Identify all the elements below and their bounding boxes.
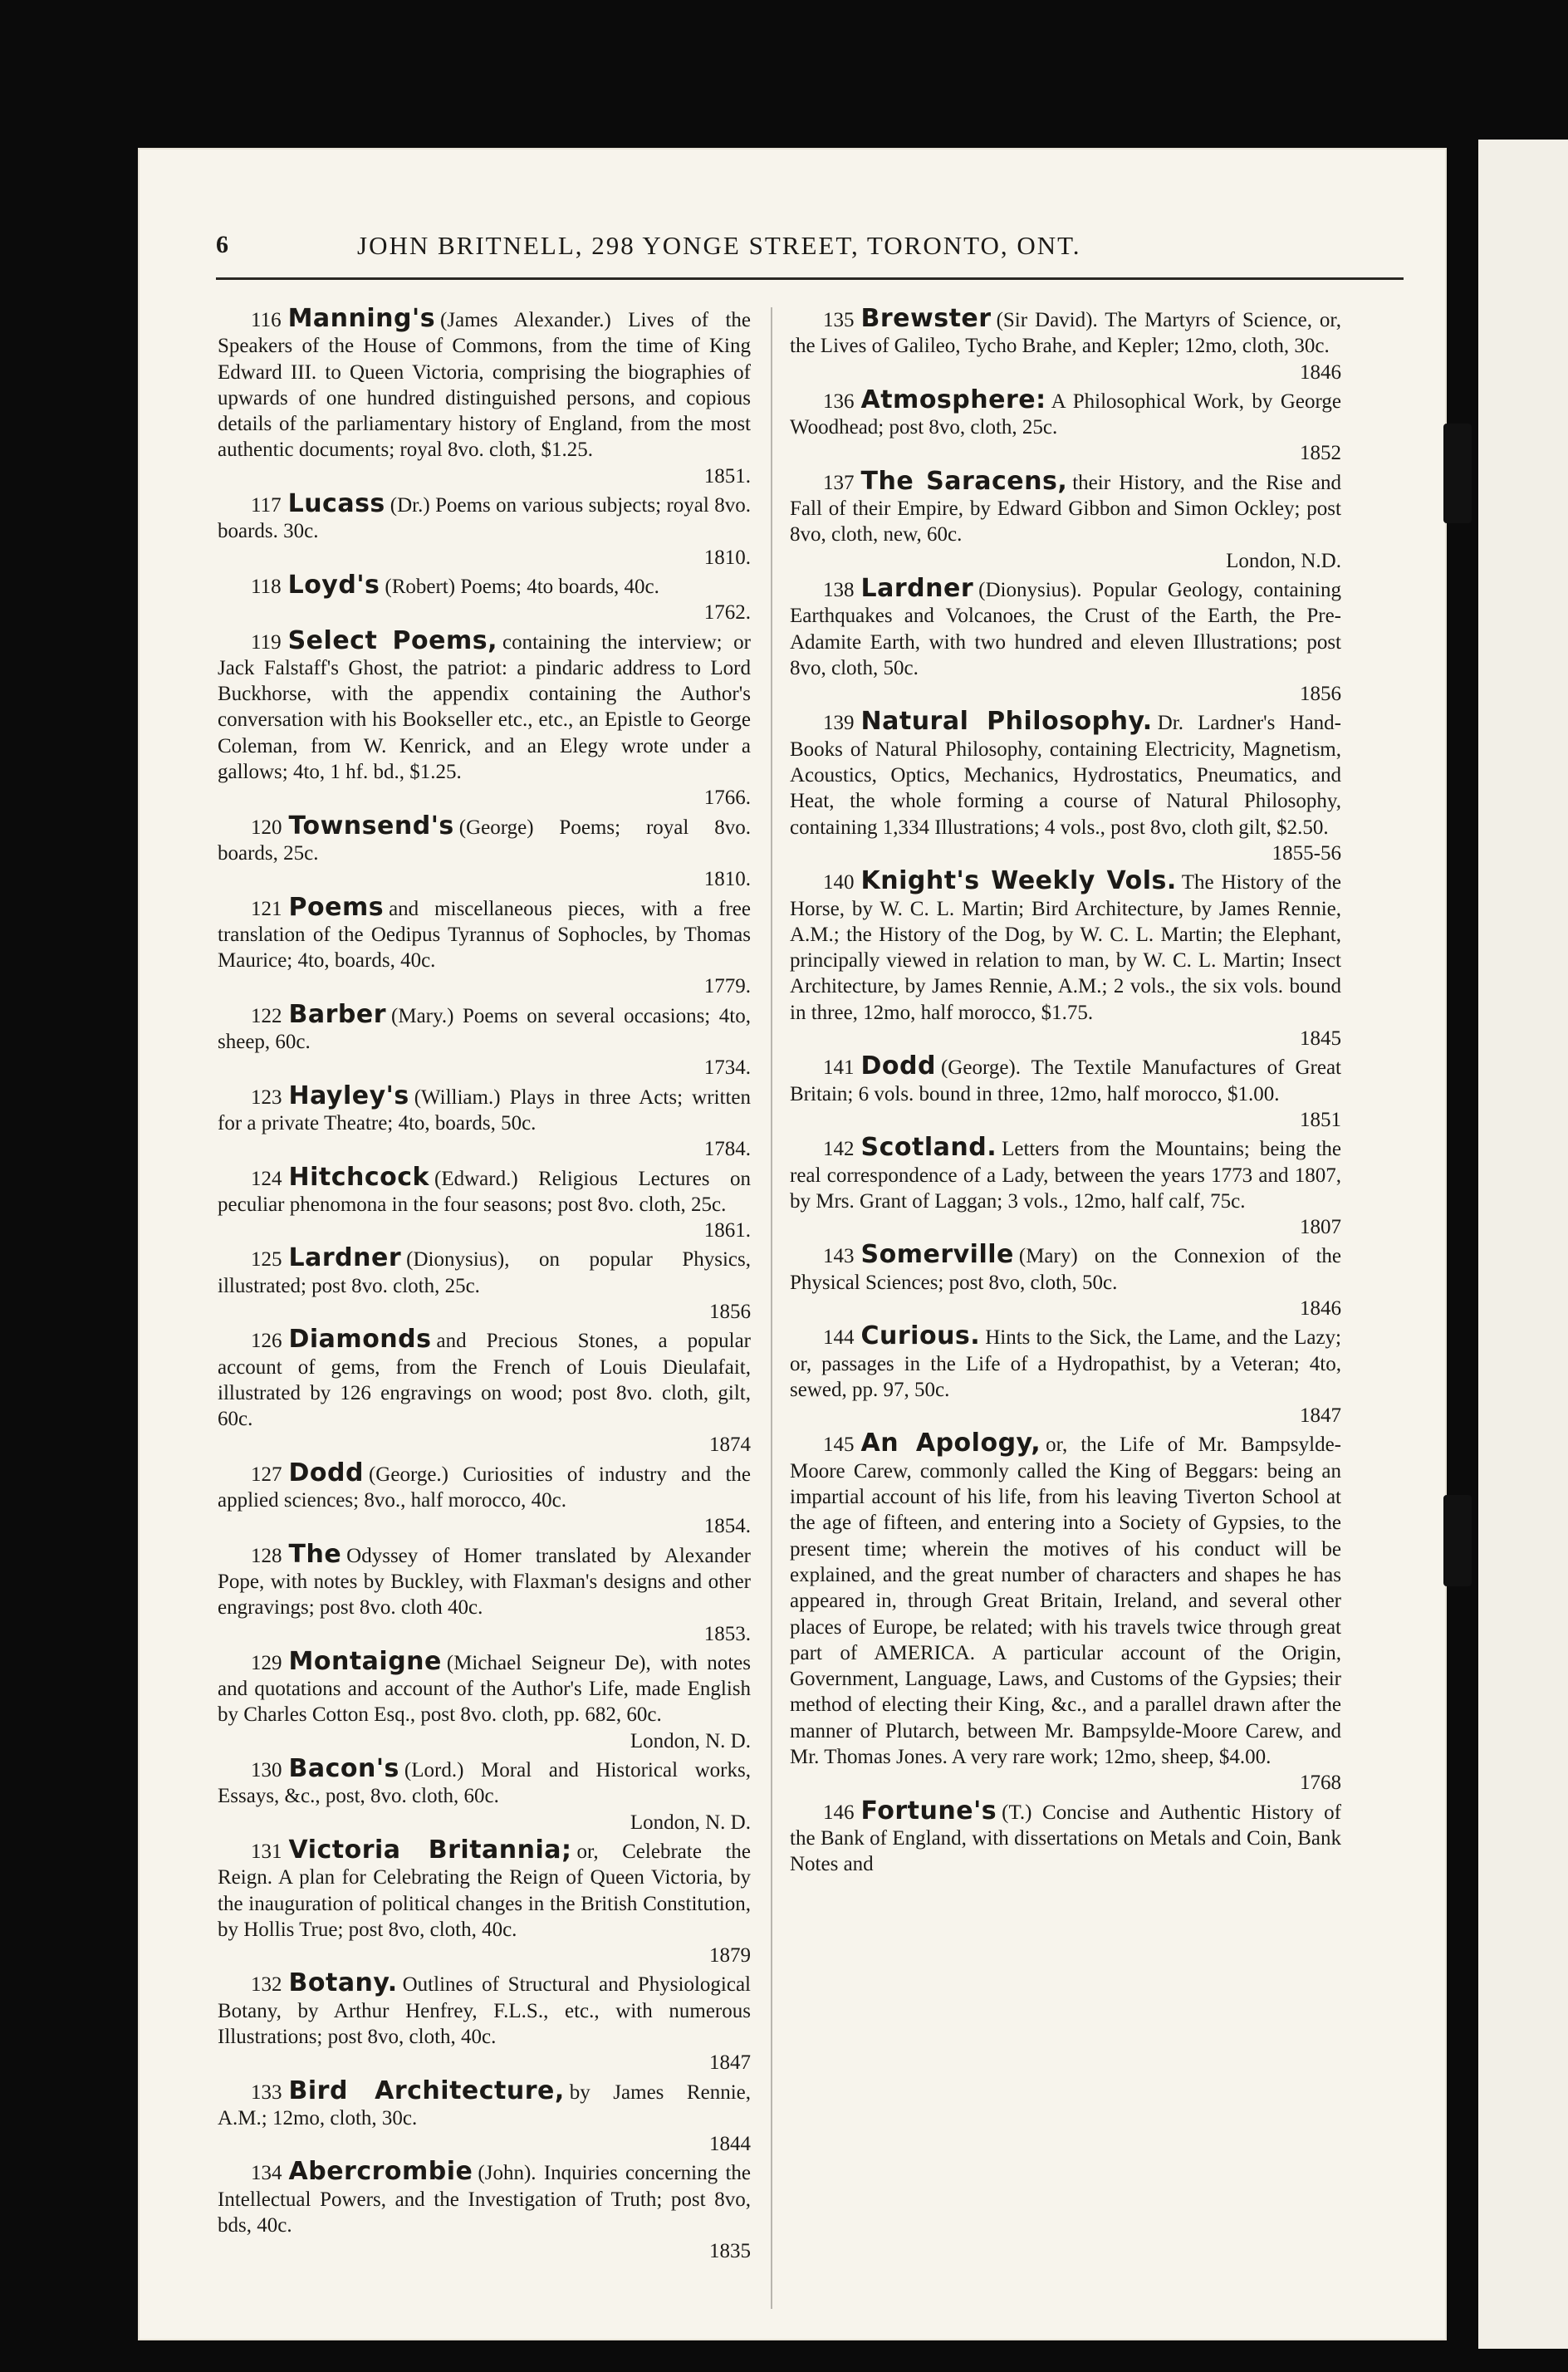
catalogue-entry [218, 1646, 751, 1754]
entry-heading: Dodd [860, 1051, 936, 1081]
entry-heading: The [288, 1539, 342, 1569]
entry-description: containing the interview; or Jack Falstaff's Ghost, the patriot: a pindaric address to Lord Buckhorse, with the appendix containing the Author's conversation with his Bookseller etc., etc., an Epistle to George Coleman, from W. Kenrick, and an Elegy wrote under a gallows; 4to, 1 hf. bd., $1.25. [218, 630, 751, 784]
entry-heading: Natural Philosophy. [860, 707, 1153, 737]
entry-heading: Brewster [860, 304, 992, 333]
entry-number: 123 [251, 1086, 282, 1109]
entry-date: 1846 [1300, 360, 1341, 384]
entry-heading: Montaigne [288, 1646, 442, 1676]
entry-description: (George) Poems; royal 8vo. boards, 25c. [218, 816, 751, 865]
entry-description: (George). The Textile Manufactures of Great Britain; 6 vols. bound in three, 12mo, half morocco, $1.00. [790, 1056, 1341, 1105]
entry-heading: Atmosphere: [860, 385, 1046, 414]
catalogue-entry [790, 468, 1341, 574]
entry-number: 127 [251, 1463, 282, 1486]
entry-description: Outlines of Structural and Physiological Botany, by Arthur Henfrey, F.L.S., etc., with numerous Illustrations; post 8vo, cloth, 40c. [218, 1973, 751, 2048]
entry-heading: Manning's [287, 304, 436, 333]
entry-heading: Hayley's [288, 1081, 409, 1110]
entry-heading: Barber [288, 999, 387, 1029]
adjacent-page-edge [1478, 140, 1568, 2349]
catalogue-entry [218, 1970, 751, 2076]
catalogue-entry [218, 999, 751, 1081]
entry-number: 144 [823, 1326, 855, 1350]
column-divider [771, 307, 772, 2309]
entry-number: 116 [251, 309, 282, 331]
entry-description: (Dionysius), on popular Physics, illustrated; post 8vo. cloth, 25c. [218, 1248, 751, 1297]
entry-number: 131 [251, 1840, 282, 1863]
entry-heading: Hitchcock [288, 1162, 429, 1192]
entry-number: 143 [823, 1245, 855, 1268]
entry-description: (Sir David). The Martyrs of Science, or, the Lives of Galileo, Tycho Brahe, and Kepler; 12mo, cloth, 30c. [790, 309, 1341, 358]
right-column [790, 306, 1341, 1879]
catalogue-entry [218, 2159, 751, 2264]
entry-heading: Bird Architecture, [288, 2076, 565, 2105]
entry-heading: Bacon's [288, 1754, 399, 1784]
entry-heading: Curious. [860, 1321, 981, 1351]
catalogue-entry [790, 1798, 1341, 1878]
page-header [216, 231, 1404, 272]
catalogue-entry [790, 1053, 1341, 1133]
entry-number: 129 [251, 1651, 282, 1674]
entry-heading: Poems [288, 892, 385, 922]
entry-description: (George.) Curiosities of industry and the applied sciences; 8vo., half morocco, 40c. [218, 1463, 751, 1512]
catalogue-entry [790, 1135, 1341, 1240]
header-rule [216, 277, 1404, 280]
entry-date: 1845 [1300, 1027, 1341, 1051]
entry-date: 1874 [709, 1433, 751, 1457]
binding-tab [1443, 424, 1472, 523]
entry-number: 120 [251, 816, 282, 839]
catalogue-entry [218, 1164, 751, 1244]
entry-date: 1835 [709, 2240, 751, 2263]
entry-date: 1851. [703, 464, 751, 488]
entry-heading: The Saracens, [860, 466, 1068, 496]
entry-heading: Somerville [860, 1240, 1014, 1270]
catalogue-entry [218, 1326, 751, 1458]
catalogue-entry [218, 306, 751, 489]
catalogue-entry [790, 387, 1341, 467]
entry-description: (Edward.) Religious Lectures on peculiar phenomona in the four seasons; post 8vo. cloth, 25c. [218, 1167, 751, 1216]
entry-date: 1766. [703, 787, 751, 810]
entry-description: (Mary.) Poems on several occasions; 4to, sheep, 60c. [218, 1004, 751, 1054]
entry-number: 126 [251, 1330, 282, 1353]
entry-heading: Lucass [287, 489, 385, 519]
entry-number: 140 [823, 871, 855, 894]
catalogue-entry [218, 1756, 751, 1835]
entry-heading: Abercrombie [288, 2157, 473, 2187]
catalogue-entry [218, 2078, 751, 2158]
entry-date: 1856 [1300, 683, 1341, 706]
entry-heading: Dodd [288, 1458, 364, 1487]
entry-date: 1810. [703, 546, 751, 569]
entry-number: 121 [251, 897, 282, 920]
catalogue-entry [790, 573, 1341, 707]
entry-number: 133 [251, 2080, 282, 2104]
entry-description: (Dionysius). Popular Geology, containing Earthquakes and Volcanoes, the Crust of the Earth, the Pre-Adamite Earth, with two hundred and eleven Illustrations; post 8vo, cloth, 50c. [790, 578, 1341, 679]
entry-heading: Lardner [860, 573, 974, 603]
entry-date: 1807 [1300, 1216, 1341, 1239]
entry-date: 1784. [703, 1138, 751, 1161]
entry-description: (Mary) on the Connexion of the Physical Sciences; post 8vo, cloth, 50c. [790, 1245, 1341, 1294]
entry-date: 1851 [1300, 1108, 1341, 1131]
entry-description: Odyssey of Homer translated by Alexander Pope, with notes by Buckley, with Flaxman's designs and other engravings; post 8vo. cloth 40c. [218, 1544, 751, 1620]
binding-tab [1443, 1495, 1472, 1586]
entry-description: The History of the Horse, by W. C. L. Martin; Bird Architecture, by James Rennie, A.M.; the History of the Dog, by W. C. L. Martin; the Elephant, principally viewed in relation to man, by W. C. L. Martin; Insect Architecture, by James Rennie, A.M.; 2 vols., the six vols. bound in three, 12mo, half morocco, $1.75. [790, 871, 1342, 1024]
entry-heading: Botany. [288, 1968, 398, 1998]
catalogue-entry [218, 625, 751, 811]
entry-description: or, the Life of Mr. Bampsylde-Moore Carew, commonly called the King of Beggars: being an impartial account of his life, from his leaving Tiverton School at the age of fifteen, and entering into a Society of Gypsies, to the present time; wherein the motives of his conduct will be explained, and the great number of characters and shapes he has appeared in, through Great Britain, Ireland, and several other places of Europe, be related; with his travels twice through great part of AMERICA. A particular account of the Origin, Government, Language, Laws, and Customs of the Gypsies; their method of electing their King, &c., and a parallel drawn after the manner of Plutarch, between Mr. Bampsylde-Moore Carew, and Mr. Thomas Jones. A very rare work; 12mo, sheep, $4.00. [790, 1433, 1341, 1769]
entry-description: A Philosophical Work, by George Woodhead; post 8vo, cloth, 25c. [790, 390, 1341, 439]
catalogue-entry [218, 491, 751, 571]
entry-description: (William.) Plays in three Acts; written for a private Theatre; 4to, boards, 50c. [218, 1086, 751, 1135]
entry-number: 136 [823, 390, 855, 413]
entry-number: 138 [823, 578, 855, 601]
entry-heading: Fortune's [860, 1796, 997, 1826]
entry-number: 119 [251, 630, 282, 654]
entry-date: 1847 [1300, 1404, 1341, 1428]
entry-number: 142 [823, 1138, 855, 1161]
entry-number: 125 [251, 1248, 282, 1272]
entry-number: 134 [251, 2162, 282, 2185]
entry-description: (Michael Seigneur De), with notes and quotations and account of the Author's Life, made English by Charles Cotton Esq., post 8vo. cloth, pp. 682, 60c. [218, 1651, 751, 1727]
entry-description: (Lord.) Moral and Historical works, Essays, &c., post, 8vo. cloth, 60c. [218, 1759, 751, 1808]
catalogue-entry [790, 868, 1341, 1051]
entry-number: 141 [823, 1056, 855, 1080]
entry-description: and miscellaneous pieces, with a free translation of the Oedipus Tyrannus of Sophocles, by Thomas Maurice; 4to, boards, 40c. [218, 897, 751, 973]
page-number: 6 [216, 231, 229, 258]
running-head: JOHN BRITNELL, 298 YONGE STREET, TORONTO, ONT. [357, 231, 1081, 260]
catalogue-entry [218, 572, 751, 626]
entry-date: 1846 [1300, 1296, 1341, 1320]
entry-date: 1856 [709, 1300, 751, 1323]
entry-number: 132 [251, 1973, 282, 1997]
entry-description: Hints to the Sick, the Lame, and the Lazy; or, passages in the Life of a Hydropathist, by a Veteran; 4to, sewed, pp. 97, 50c. [790, 1326, 1341, 1401]
catalogue-entry [790, 1323, 1341, 1429]
entry-number: 139 [823, 712, 855, 735]
entry-heading: Select Poems, [287, 625, 498, 655]
entry-description: and Precious Stones, a popular account of gems, from the French of Louis Dieulafait, illustrated by 126 engravings on wood; post 8vo. cloth, gilt, 60c. [218, 1330, 751, 1431]
catalogue-entry [218, 1460, 751, 1540]
entry-heading: Victoria Britannia; [288, 1835, 572, 1865]
entry-number: 145 [823, 1433, 855, 1457]
entry-number: 128 [251, 1544, 282, 1567]
entry-heading: Lardner [288, 1243, 402, 1273]
entry-number: 135 [823, 309, 855, 331]
entry-heading: Townsend's [288, 811, 454, 840]
entry-date: 1854. [703, 1515, 751, 1538]
catalogue-entry [790, 1242, 1341, 1321]
entry-date: 1779. [703, 975, 751, 998]
entry-date: 1768 [1300, 1772, 1341, 1795]
entry-description: Letters from the Mountains; being the real correspondence of a Lady, between the years 1773 and 1807, by Mrs. Grant of Laggan; 3 vols., 12mo, half calf, 75c. [790, 1138, 1341, 1213]
entry-heading: Diamonds [288, 1325, 432, 1355]
entry-date: London, N.D. [1226, 549, 1341, 572]
entry-number: 124 [251, 1167, 282, 1190]
catalogue-entry [218, 1245, 751, 1325]
entry-date: 1879 [709, 1944, 751, 1968]
entry-description: Dr. Lardner's Hand-Books of Natural Philosophy, containing Electricity, Magnetism, Acoustics, Optics, Mechanics, Hydrostatics, Pneumatics, and Heat, the whole forming a course of Natural Philosophy, containing 1,334 Illustrations; 4 vols., post 8vo, cloth gilt, $2.50. [790, 712, 1341, 839]
entry-date: 1853. [703, 1622, 751, 1645]
entry-heading: An Apology, [860, 1429, 1041, 1458]
catalogue-page [138, 148, 1447, 2340]
entry-number: 130 [251, 1759, 282, 1782]
entry-date: London, N. D. [630, 1811, 751, 1834]
entry-heading: Knight's Weekly Vols. [860, 866, 1177, 896]
entry-description: (James Alexander.) Lives of the Speakers of the House of Commons, from the time of King Edward III. to Queen Victoria, comprising the biographies of upwards of one hundred distinguished persons, and copious details of the parliamentary history of England, from the most authentic documents; royal 8vo. cloth, $1.25. [218, 309, 751, 462]
entry-date: 1847 [709, 2051, 751, 2075]
catalogue-entry [218, 1083, 751, 1163]
entry-date: London, N. D. [630, 1729, 751, 1752]
entry-heading: Loyd's [287, 570, 380, 600]
catalogue-entry [790, 1430, 1341, 1796]
catalogue-entry [790, 708, 1341, 866]
entry-number: 122 [251, 1004, 282, 1027]
catalogue-entry [790, 306, 1341, 385]
entry-number: 117 [251, 494, 282, 517]
entry-description: (Dr.) Poems on various subjects; royal 8vo. boards. 30c. [218, 494, 751, 543]
catalogue-entry [218, 1541, 751, 1647]
left-column [218, 306, 751, 2267]
entry-date: 1762. [703, 601, 751, 625]
catalogue-entry [218, 894, 751, 1000]
entry-number: 118 [251, 575, 282, 598]
entry-description: or, Celebrate the Reign. A plan for Celebrating the Reign of Queen Victoria, by the inauguration of political changes in the British Constitution, by Hollis True; post 8vo, cloth, 40c. [218, 1840, 751, 1941]
entry-date: 1855-56 [1272, 841, 1341, 865]
catalogue-entry [218, 813, 751, 893]
entry-number: 146 [823, 1801, 855, 1824]
entry-description: their History, and the Rise and Fall of their Empire, by Edward Gibbon and Simon Ockley; post 8vo, cloth, new, 60c. [790, 471, 1341, 546]
entry-description: by James Rennie, A.M.; 12mo, cloth, 30c. [218, 2080, 751, 2129]
entry-description: (T.) Concise and Authentic History of the Bank of England, with dissertations on Metals and Coin, Bank Notes and [790, 1801, 1341, 1876]
entry-date: 1810. [703, 868, 751, 891]
catalogue-entry [218, 1837, 751, 1968]
entry-date: 1861. [703, 1219, 751, 1242]
entry-number: 137 [823, 471, 855, 494]
entry-description: (Robert) Poems; 4to boards, 40c. [385, 575, 659, 598]
entry-heading: Scotland. [860, 1133, 997, 1163]
entry-date: 1852 [1300, 442, 1341, 465]
entry-date: 1734. [703, 1056, 751, 1080]
entry-description: (John). Inquiries concerning the Intellectual Powers, and the Investigation of Truth; post 8vo, bds, 40c. [218, 2162, 751, 2237]
entry-date: 1844 [709, 2133, 751, 2156]
